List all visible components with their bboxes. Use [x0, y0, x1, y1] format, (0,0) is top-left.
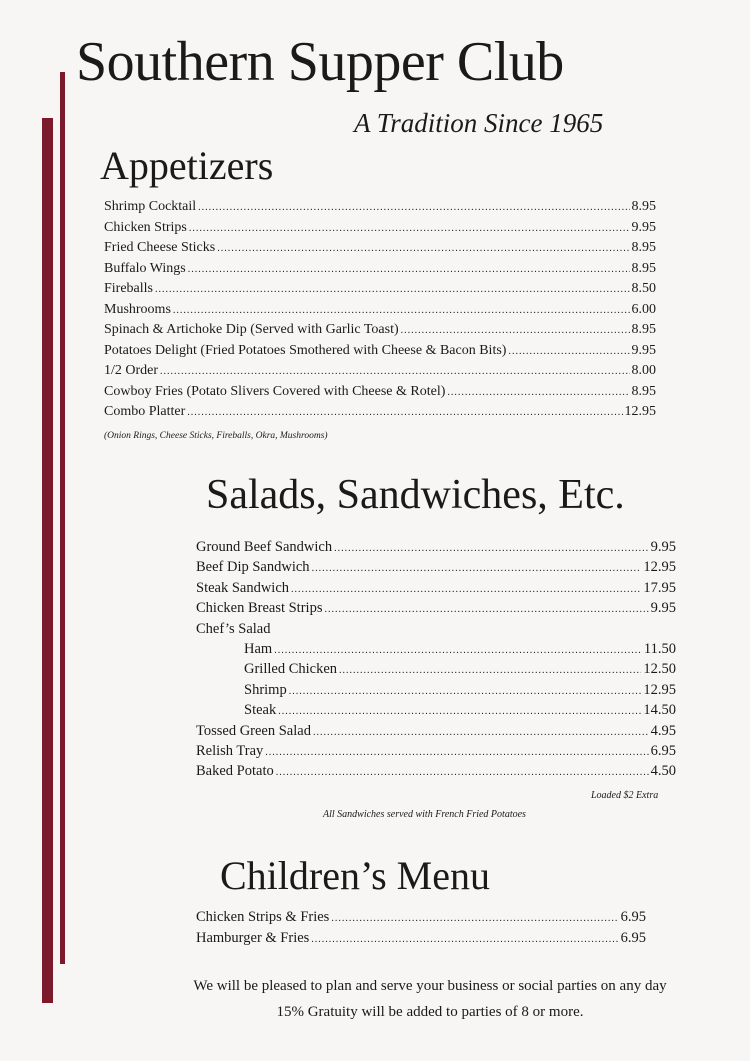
decorative-bar-left	[42, 118, 53, 1003]
sandwich-note: All Sandwiches served with French Fried Potatoes	[323, 809, 526, 820]
item-name: Potatoes Delight (Fried Potatoes Smothered with Cheese & Bacon Bits)	[104, 342, 507, 358]
menu-item	[196, 539, 676, 559]
item-price: 8.50	[631, 281, 656, 296]
salads-heading: Salads, Sandwiches, Etc.	[206, 472, 625, 518]
menu-item	[104, 302, 656, 323]
menu-item	[196, 682, 676, 702]
appetizers-list	[104, 199, 656, 425]
item-name: Ground Beef Sandwich	[196, 539, 333, 555]
menu-item	[196, 641, 676, 661]
dot-leader	[274, 645, 642, 656]
dot-leader	[188, 264, 630, 275]
item-name: Tossed Green Salad	[196, 722, 311, 739]
item-name: Chicken Strips	[104, 219, 187, 235]
dot-leader	[339, 665, 641, 676]
decorative-bar-right	[60, 72, 65, 964]
dot-leader	[278, 706, 641, 717]
restaurant-title: Southern Supper Club	[76, 31, 564, 93]
item-price: 6.00	[631, 301, 656, 317]
dot-leader	[289, 686, 642, 697]
item-name: 1/2 Order	[104, 363, 159, 378]
menu-item	[104, 322, 656, 343]
item-price: 8.95	[631, 322, 656, 337]
appetizers-heading: Appetizers	[100, 143, 274, 188]
item-price: 8.95	[631, 383, 656, 399]
item-price: 12.95	[643, 681, 676, 698]
item-name: Chicken Strips & Fries	[196, 909, 330, 925]
item-price: 8.95	[631, 260, 656, 276]
dot-leader	[189, 223, 630, 234]
dot-leader	[311, 934, 618, 945]
menu-item	[196, 580, 676, 600]
dot-leader	[173, 305, 630, 316]
dot-leader	[217, 243, 629, 254]
dot-leader	[291, 584, 641, 595]
item-name: Shrimp	[244, 681, 287, 698]
menu-item	[196, 763, 676, 783]
dot-leader	[198, 202, 629, 213]
item-name: Baked Potato	[196, 763, 274, 780]
item-name: Fireballs	[104, 281, 153, 296]
menu-item	[196, 930, 646, 951]
dot-leader	[401, 325, 630, 336]
item-name: Hamburger & Fries	[196, 930, 310, 946]
item-name: Beef Dip Sandwich	[196, 559, 310, 576]
dot-leader	[447, 387, 629, 398]
menu-item	[104, 220, 656, 241]
item-price: 6.95	[620, 909, 646, 925]
item-price: 12.95	[643, 559, 676, 576]
item-name: Grilled Chicken	[244, 661, 338, 678]
item-name: Fried Cheese Sticks	[104, 240, 216, 255]
dot-leader	[508, 346, 629, 357]
menu-item	[104, 261, 656, 282]
dot-leader	[312, 563, 642, 574]
item-name: Shrimp Cocktail	[104, 199, 197, 214]
menu-item	[196, 661, 676, 681]
item-price: 12.95	[624, 404, 656, 419]
combo-platter-note: (Onion Rings, Cheese Sticks, Fireballs, Okra, Mushrooms)	[104, 431, 328, 441]
item-price: 6.95	[650, 742, 676, 759]
item-price: 8.95	[631, 199, 656, 214]
menu-item	[104, 363, 656, 384]
item-price: 9.95	[631, 219, 656, 235]
item-name: Steak	[244, 702, 277, 719]
item-name: Cowboy Fries (Potato Slivers Covered with Cheese & Rotel)	[104, 383, 446, 399]
item-price: 14.50	[643, 702, 676, 719]
item-name: Ham	[244, 640, 273, 657]
item-price: 9.95	[650, 539, 676, 555]
item-price: 4.50	[650, 763, 676, 780]
item-name: Mushrooms	[104, 301, 171, 317]
menu-item	[196, 909, 646, 930]
salads-list	[196, 539, 676, 784]
dot-leader	[334, 543, 649, 554]
party-planning-note: We will be pleased to plan and serve your business or social parties on any day	[193, 978, 667, 994]
childrens-menu-heading: Children’s Menu	[220, 853, 490, 898]
childrens-menu-list	[196, 909, 646, 951]
menu-item	[104, 281, 656, 302]
menu-item	[104, 343, 656, 364]
dot-leader	[331, 913, 618, 924]
item-price: 11.50	[643, 640, 676, 657]
dot-leader	[313, 727, 649, 738]
item-name: Relish Tray	[196, 742, 264, 759]
menu-item	[104, 404, 656, 425]
menu-item	[104, 199, 656, 220]
menu-item	[196, 702, 676, 722]
item-price: 12.50	[643, 661, 676, 678]
menu-subheading	[196, 621, 676, 641]
item-name: Combo Platter	[104, 404, 186, 419]
dot-leader	[324, 604, 648, 615]
item-price: 4.95	[650, 722, 676, 739]
dot-leader	[155, 284, 630, 295]
item-price: 17.95	[643, 579, 676, 596]
menu-item	[196, 743, 676, 763]
item-price: 8.95	[631, 240, 656, 255]
item-name: Steak Sandwich	[196, 579, 290, 596]
item-name: Buffalo Wings	[104, 260, 186, 276]
item-price: 9.95	[631, 342, 656, 358]
menu-item	[196, 723, 676, 743]
restaurant-tagline: A Tradition Since 1965	[354, 108, 604, 138]
menu-item	[196, 559, 676, 579]
item-price: 9.95	[650, 600, 676, 617]
item-price: 8.00	[631, 363, 656, 378]
dot-leader	[276, 767, 649, 778]
dot-leader	[265, 747, 648, 758]
menu-item	[104, 384, 656, 405]
item-name: Spinach & Artichoke Dip (Served with Garlic Toast)	[104, 322, 399, 337]
item-name: Chef’s Salad	[196, 620, 271, 637]
menu-item	[196, 600, 676, 620]
item-name: Chicken Breast Strips	[196, 600, 323, 617]
menu-item	[104, 240, 656, 261]
dot-leader	[160, 366, 629, 377]
dot-leader	[187, 407, 622, 418]
gratuity-note: 15% Gratuity will be added to parties of 8 or more.	[276, 1004, 584, 1020]
item-price: 6.95	[620, 930, 646, 946]
loaded-potato-note: Loaded $2 Extra	[591, 790, 659, 801]
